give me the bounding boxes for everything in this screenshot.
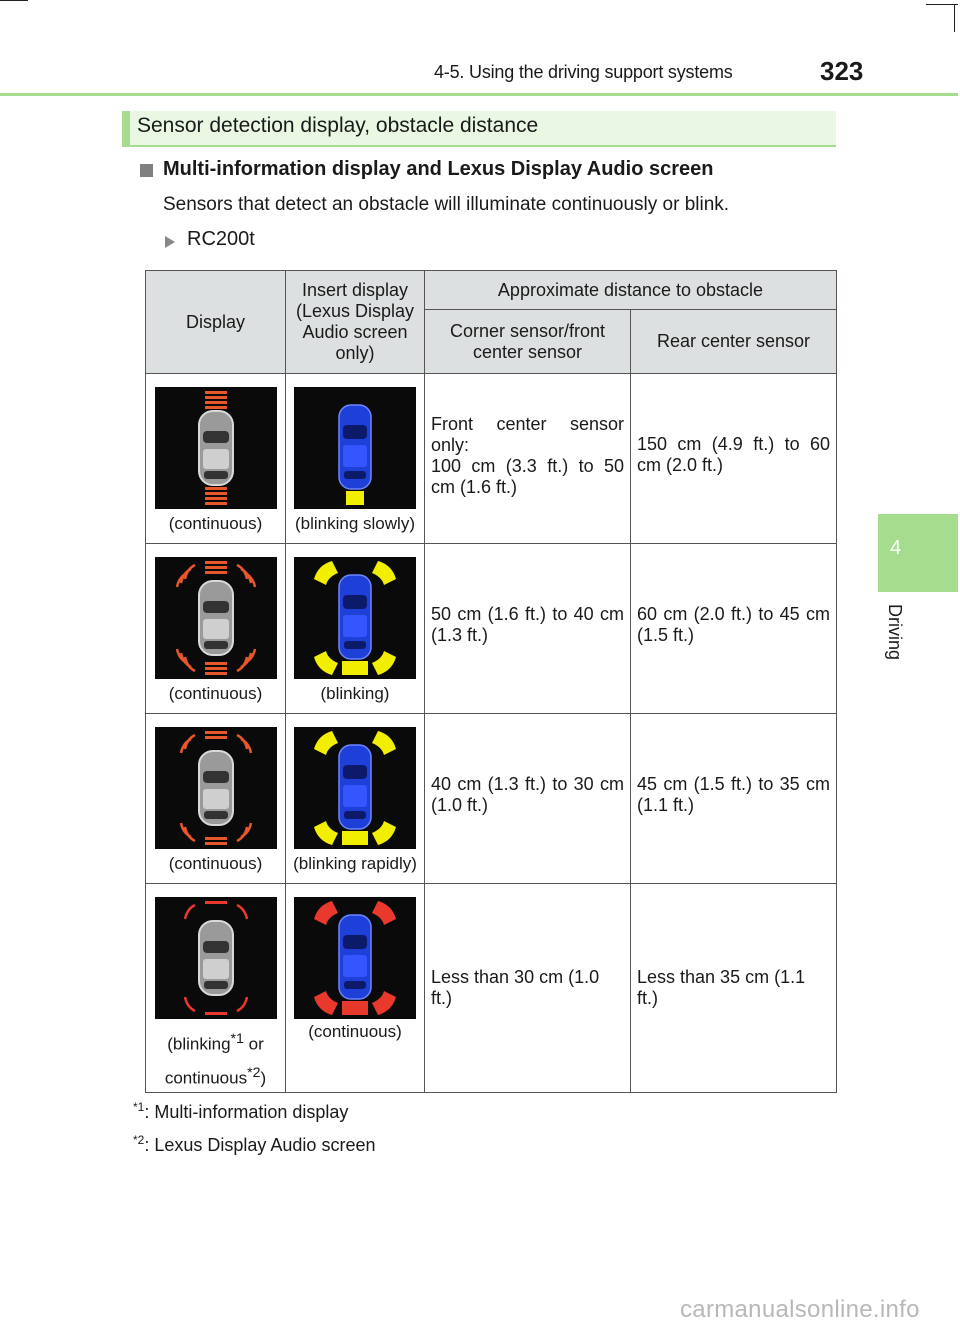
insert-caption: (blinking) bbox=[320, 684, 390, 703]
display-cell bbox=[146, 544, 286, 714]
footnote-mark: *2 bbox=[133, 1133, 145, 1147]
car-roof bbox=[343, 955, 367, 977]
table-row bbox=[146, 884, 837, 1093]
rear-distance-text: 60 cm (2.0 ft.) to 45 cm (1.5 ft.) bbox=[637, 604, 830, 645]
front-sensor-bar bbox=[205, 566, 227, 569]
car-roof bbox=[203, 789, 229, 809]
display-cell bbox=[146, 884, 286, 1093]
front-sensor-bar bbox=[205, 731, 227, 734]
top-view-display-image bbox=[155, 387, 277, 509]
rear-distance-cell bbox=[631, 544, 837, 714]
car-windshield bbox=[343, 425, 367, 439]
corner-distance-cell bbox=[425, 374, 631, 544]
insert-cell bbox=[286, 714, 425, 884]
car-windshield bbox=[343, 765, 367, 779]
crop-mark bbox=[0, 0, 28, 1]
corner-sensor-block bbox=[372, 731, 396, 755]
corner-sensor-block bbox=[314, 651, 338, 675]
front-sensor-bar bbox=[205, 396, 227, 399]
distance-table bbox=[145, 270, 837, 1093]
corner-distance-cell bbox=[425, 714, 631, 884]
top-view-display-image bbox=[155, 557, 277, 679]
corner-sensor-arc bbox=[237, 905, 247, 919]
insert-display-image bbox=[294, 727, 416, 849]
footnote-ref: *1 bbox=[230, 1031, 244, 1047]
rear-sensor-bar bbox=[205, 662, 227, 665]
front-sensor-bar bbox=[205, 901, 227, 904]
car-roof bbox=[203, 619, 229, 639]
rear-sensor-bar bbox=[205, 667, 227, 670]
corner-distance-text: Less than 30 cm (1.0 ft.) bbox=[431, 967, 600, 1009]
insert-display-image bbox=[294, 387, 416, 509]
front-sensor-bar bbox=[205, 561, 227, 564]
table-row bbox=[146, 374, 837, 544]
rear-sensor-block bbox=[342, 661, 368, 675]
rear-distance-cell bbox=[631, 884, 837, 1093]
corner-sensor-block bbox=[314, 731, 338, 755]
car-windshield bbox=[343, 595, 367, 609]
car-roof bbox=[343, 785, 367, 807]
header-corner-sensor: Corner sensor/front center sensor bbox=[425, 310, 631, 374]
insert-caption: (blinking slowly) bbox=[295, 514, 415, 533]
top-view-display-image bbox=[155, 897, 277, 1019]
corner-sensor-block bbox=[372, 901, 396, 925]
caption-part: ) bbox=[260, 1068, 267, 1088]
rear-sensor-bar bbox=[205, 502, 227, 505]
caption-part: or bbox=[243, 1034, 264, 1054]
rear-distance-cell bbox=[631, 374, 837, 544]
corner-distance-cell bbox=[425, 544, 631, 714]
car-windshield bbox=[203, 431, 229, 443]
rear-sensor-bar bbox=[205, 487, 227, 490]
corner-sensor-block bbox=[372, 561, 396, 585]
corner-sensor-arc bbox=[185, 997, 195, 1011]
front-sensor-bar bbox=[205, 401, 227, 404]
insert-caption: (continuous) bbox=[308, 1022, 402, 1041]
corner-sensor-block bbox=[314, 991, 338, 1015]
car-rear-window bbox=[204, 641, 228, 649]
insert-display-image bbox=[294, 557, 416, 679]
car-rear-window bbox=[344, 811, 366, 819]
header-section-title: 4-5. Using the driving support systems bbox=[434, 62, 733, 82]
footnote-mark: *1 bbox=[133, 1100, 145, 1114]
car-roof bbox=[203, 959, 229, 979]
corner-sensor-block bbox=[314, 561, 338, 585]
chapter-label: Driving bbox=[885, 604, 905, 661]
model-label: RC200t bbox=[187, 228, 255, 250]
display-caption: (continuous) bbox=[168, 854, 263, 873]
car-rear-window bbox=[204, 811, 228, 819]
rear-distance-text: 45 cm (1.5 ft.) to 35 cm (1.1 ft.) bbox=[637, 774, 830, 815]
insert-display-image bbox=[294, 897, 416, 1019]
intro-text: Sensors that detect an obstacle will illuminate continuously or blink. bbox=[163, 194, 730, 215]
car-windshield bbox=[203, 771, 229, 783]
triangle-bullet-icon bbox=[165, 236, 175, 248]
rear-sensor-block bbox=[342, 831, 368, 845]
caption-part: (blinking bbox=[167, 1034, 231, 1054]
rear-sensor-bar bbox=[205, 1012, 227, 1015]
insert-cell bbox=[286, 884, 425, 1093]
display-cell bbox=[146, 714, 286, 884]
corner-sensor-block bbox=[372, 821, 396, 845]
table-row bbox=[146, 544, 837, 714]
caption-part: continuous bbox=[164, 1068, 248, 1088]
header-rear-center-sensor: Rear center sensor bbox=[631, 310, 837, 374]
front-sensor-bar bbox=[205, 391, 227, 394]
rear-sensor-bar bbox=[205, 837, 227, 840]
corner-distance-text: 50 cm (1.6 ft.) to 40 cm (1.3 ft.) bbox=[431, 604, 624, 645]
car-roof bbox=[343, 615, 367, 637]
front-sensor-bar bbox=[205, 736, 227, 739]
car-windshield bbox=[203, 941, 229, 953]
rear-sensor-bar bbox=[205, 497, 227, 500]
page-number: 323 bbox=[820, 56, 864, 86]
watermark: carmanualsonline.info bbox=[680, 1296, 920, 1323]
front-sensor-bar bbox=[205, 406, 227, 409]
insert-cell bbox=[286, 374, 425, 544]
insert-cell bbox=[286, 544, 425, 714]
rear-sensor-block bbox=[342, 1001, 368, 1015]
rear-sensor-block bbox=[346, 491, 364, 505]
car-rear-window bbox=[344, 981, 366, 989]
header-display: Display bbox=[146, 271, 286, 374]
insert-caption: (blinking rapidly) bbox=[293, 854, 417, 873]
car-windshield bbox=[343, 935, 367, 949]
footnote-text: : Multi-information display bbox=[144, 1102, 349, 1122]
car-rear-window bbox=[344, 641, 366, 649]
chapter-number: 4 bbox=[890, 537, 902, 559]
corner-sensor-block bbox=[372, 651, 396, 675]
car-rear-window bbox=[204, 471, 228, 479]
crop-mark bbox=[954, 4, 955, 32]
rear-distance-text: Less than 35 cm (1.1 ft.) bbox=[637, 967, 806, 1009]
corner-sensor-block bbox=[314, 821, 338, 845]
car-roof bbox=[343, 445, 367, 467]
section-title: Sensor detection display, obstacle distance bbox=[137, 114, 539, 137]
corner-sensor-block bbox=[372, 991, 396, 1015]
table-row bbox=[146, 714, 837, 884]
display-caption: (continuous) bbox=[168, 514, 263, 533]
footnote-1 bbox=[133, 1100, 348, 1123]
rear-sensor-bar bbox=[205, 672, 227, 675]
corner-distance-text: 40 cm (1.3 ft.) to 30 cm (1.0 ft.) bbox=[431, 774, 624, 815]
corner-distance-cell bbox=[425, 884, 631, 1093]
car-roof bbox=[203, 449, 229, 469]
corner-distance-text: Front center sensor only: 100 cm (3.3 ft.) to 50 cm (1.6 ft.) bbox=[431, 414, 624, 497]
rear-sensor-bar bbox=[205, 842, 227, 845]
corner-sensor-arc bbox=[185, 905, 195, 919]
display-caption: (continuous) bbox=[168, 684, 263, 703]
rear-distance-cell bbox=[631, 714, 837, 884]
corner-sensor-block bbox=[314, 901, 338, 925]
subheading: Multi-information display and Lexus Display Audio screen bbox=[163, 158, 714, 180]
header-insert-display: Insert display (Lexus Display Audio screen only) bbox=[286, 271, 425, 374]
footnote-text: : Lexus Display Audio screen bbox=[144, 1135, 376, 1155]
display-caption bbox=[146, 1025, 285, 1092]
front-sensor-bar bbox=[205, 571, 227, 574]
car-windshield bbox=[203, 601, 229, 613]
rear-sensor-bar bbox=[205, 492, 227, 495]
footnote-2 bbox=[133, 1133, 375, 1156]
display-cell bbox=[146, 374, 286, 544]
corner-sensor-arc bbox=[237, 997, 247, 1011]
top-view-display-image bbox=[155, 727, 277, 849]
car-rear-window bbox=[204, 981, 228, 989]
car-rear-window bbox=[344, 471, 366, 479]
footnote-ref: *2 bbox=[247, 1064, 261, 1081]
bullet-square-icon bbox=[140, 164, 153, 177]
rear-distance-text: 150 cm (4.9 ft.) to 60 cm (2.0 ft.) bbox=[637, 434, 830, 475]
header-approx-distance: Approximate distance to obstacle bbox=[425, 271, 837, 310]
header-rule bbox=[0, 93, 958, 96]
